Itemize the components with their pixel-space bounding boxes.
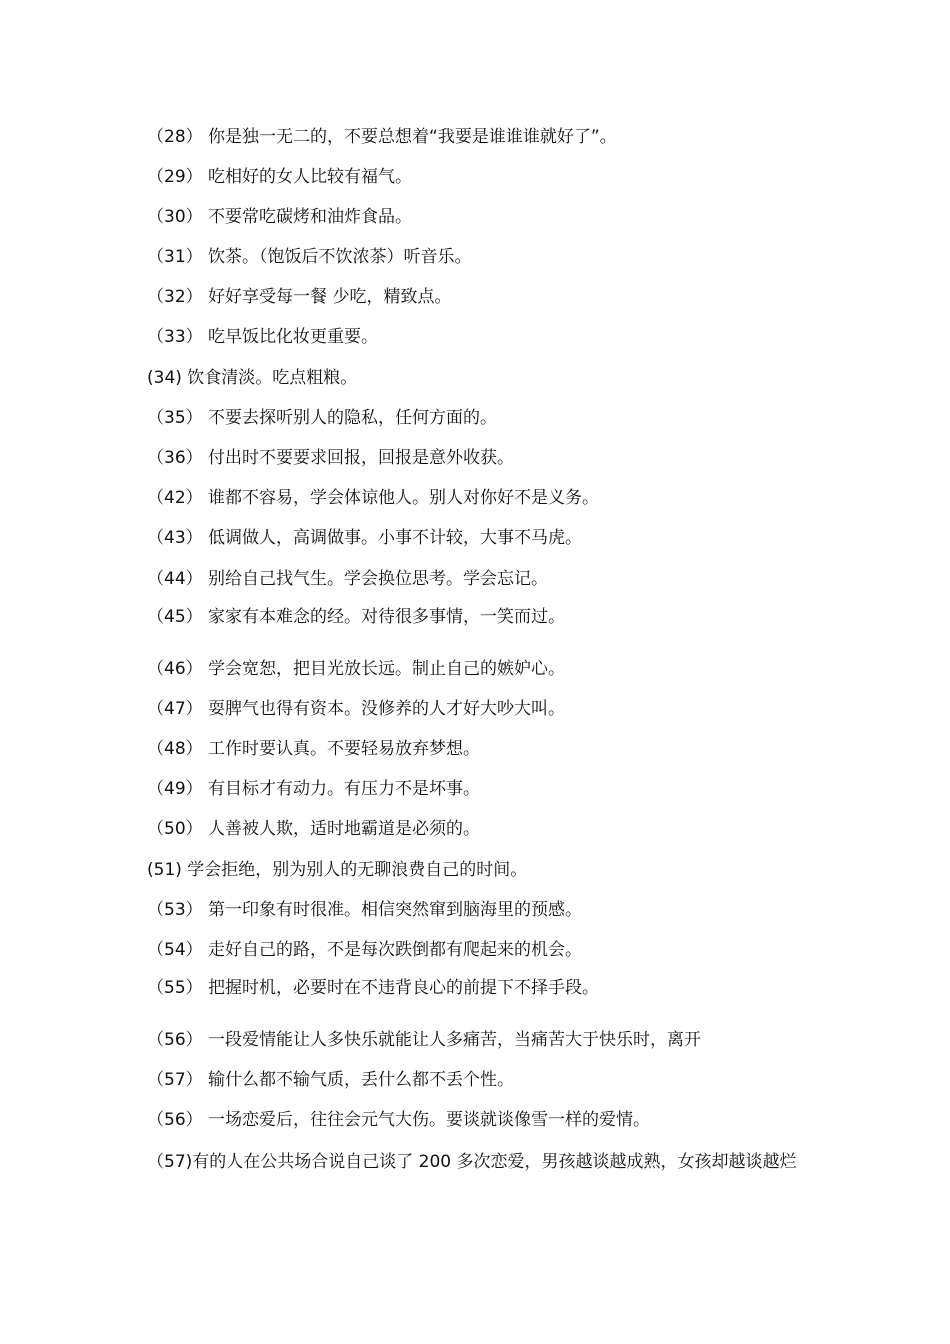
list-item: （42） 谁都不容易，学会体谅他人。别人对你好不是义务。 [147, 488, 600, 508]
list-item: （55） 把握时机，必要时在不违背良心的前提下不择手段。 [147, 978, 600, 998]
list-item: （33） 吃早饭比化妆更重要。 [147, 327, 379, 347]
list-item: （36） 付出时不要要求回报，回报是意外收获。 [147, 448, 515, 468]
list-item: （47） 耍脾气也得有资本。没修养的人才好大吵大叫。 [147, 699, 566, 719]
list-item: (51) 学会拒绝，别为别人的无聊浪费自己的时间。 [147, 860, 528, 880]
list-item: (34) 饮食清淡。吃点粗粮。 [147, 368, 358, 388]
list-item: （43） 低调做人，高调做事。小事不计较，大事不马虎。 [147, 528, 583, 548]
list-item: （49） 有目标才有动力。有压力不是坏事。 [147, 779, 481, 799]
list-item: （57)有的人在公共场合说自己谈了 200 多次恋爱，男孩越谈越成熟，女孩却越谈越烂 [147, 1152, 797, 1172]
list-item: （46） 学会宽恕，把目光放长远。制止自己的嫉妒心。 [147, 659, 566, 679]
list-item: （30） 不要常吃碳烤和油炸食品。 [147, 207, 413, 227]
list-item: （48） 工作时要认真。不要轻易放弃梦想。 [147, 739, 481, 759]
list-item: （56） 一场恋爱后，往往会元气大伤。要谈就谈像雪一样的爱情。 [147, 1110, 651, 1130]
list-item: （44） 别给自己找气生。学会换位思考。学会忘记。 [147, 569, 549, 589]
list-item: （45） 家家有本难念的经。对待很多事情，一笑而过。 [147, 607, 566, 627]
list-item: （53） 第一印象有时很准。相信突然窜到脑海里的预感。 [147, 900, 583, 920]
list-item: （56） 一段爱情能让人多快乐就能让人多痛苦，当痛苦大于快乐时，离开 [147, 1030, 702, 1050]
list-item: （35） 不要去探听别人的隐私，任何方面的。 [147, 408, 498, 428]
list-item: （32） 好好享受每一餐 少吃，精致点。 [147, 287, 452, 307]
list-item: （50） 人善被人欺，适时地霸道是必须的。 [147, 819, 481, 839]
list-item: （29） 吃相好的女人比较有福气。 [147, 167, 413, 187]
list-item: （31） 饮茶。（饱饭后不饮浓茶）听音乐。 [147, 247, 472, 267]
list-item: （28） 你是独一无二的，不要总想着“我要是谁谁谁就好了”。 [147, 127, 617, 147]
list-item: （54） 走好自己的路，不是每次跌倒都有爬起来的机会。 [147, 940, 583, 960]
list-item: （57） 输什么都不输气质，丢什么都不丢个性。 [147, 1070, 515, 1090]
